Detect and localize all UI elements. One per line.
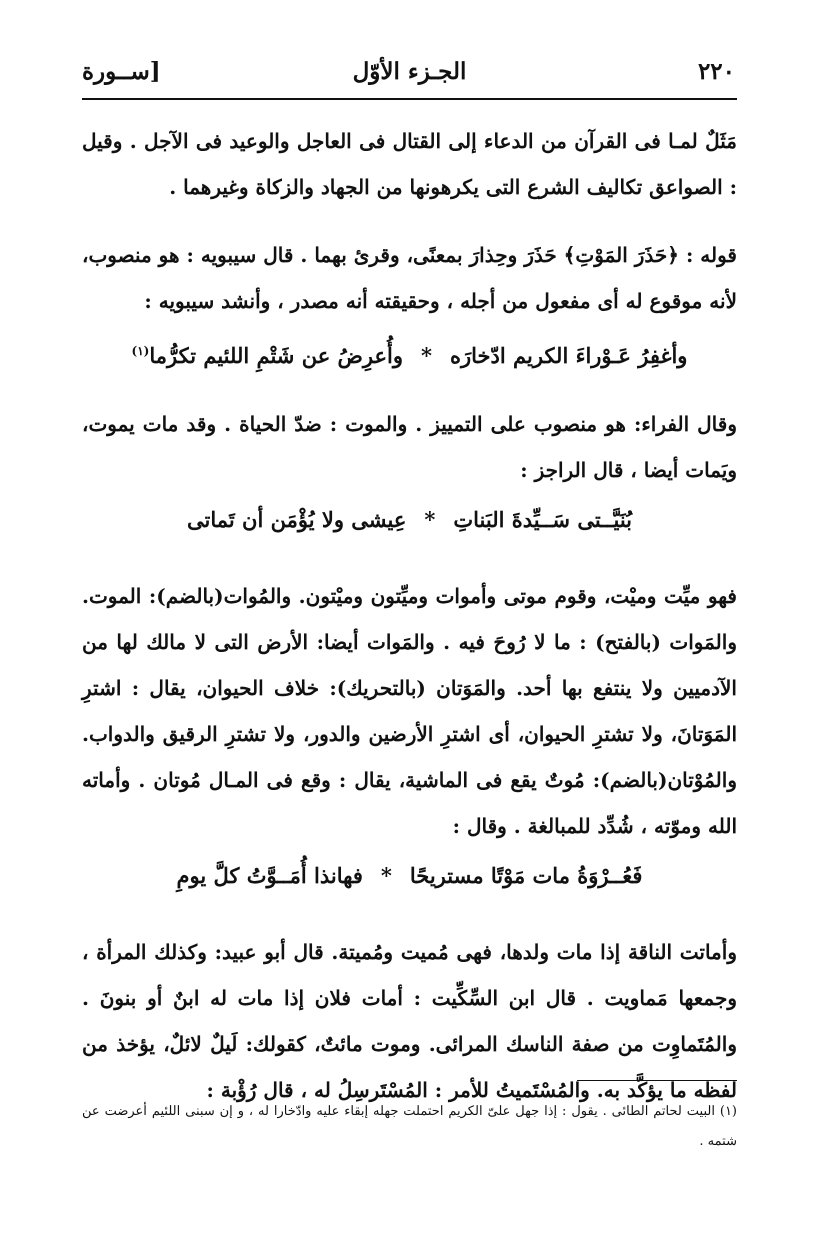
verse-separator-star: *: [424, 507, 436, 532]
verse-3-second-hemistich: فهانذا أُمَــوَّتُ كلَّ يومِ: [176, 863, 363, 888]
verse-2-second-hemistich: عِيشى ولا يُؤْمَن أن تَماتى: [187, 507, 407, 532]
verse-2-first-hemistich: بُنَيَّــتى سَــيِّدةَ البَناتِ: [453, 507, 632, 532]
footnote-1: (١) البيت لحاتم الطائى . يقول : إذا جهل علىّ الكريم احتملت جهله إبقاء عليه وادّخارا له ، و إن سبنى اللئيم أعرضت عن شتمه .: [82, 1104, 737, 1149]
paragraph-5: وأماتت الناقة إذا مات ولدها، فهى مُميت ومُميتة. قال أبو عبيد: وكذلك المرأة ، وجمعها مَماويت . قال ابن السِّكِّيت : أمات فلان إذا مات له ابنٌ أو بنونَ . والمُتَماوِت من صفة الناسك المرائى. وموت مائتٌ، كقولك: لَيلٌ لائلٌ، يؤخذ من لفظه ما يؤكَّد به. والمُسْتَميتُ للأمر : المُسْتَرسِلُ له ، قال رُؤْبة :: [82, 940, 737, 1102]
footnote-ref-1: (١): [131, 344, 150, 358]
verse-2: [82, 497, 737, 543]
verse-3: [82, 853, 737, 899]
running-title: الجـزء الأوّل: [352, 58, 467, 85]
verse-3-first-hemistich: فَعُــرْوَةُ مات مَوْتًا مستريحًا: [409, 863, 643, 888]
footnote-divider: [82, 1080, 737, 1081]
paragraph-4: فهو ميِّت وميْت، وقوم موتى وأموات وميِّتون وميْتون. والمُوات(بالضم): الموت. والمَوات (بالفتح) : ما لا رُوحَ فيه . والمَوات أيضا: الأرض التى لا مالك لها من الآدميين ولا ينتفع بها أحد. والمَوَتان (بالتحريك): خلاف الحيوان، يقال : اشترِ المَوَتانَ، ولا تشترِ الحيوان، أى اشترِ الأرضين والدور، ولا تشترِ الرقيق والدواب. والمُوْتان(بالضم): مُوتٌ يقع فى الماشية، يقال : وقع فى المـال مُوتان . وأماته الله وموّته ، شُدِّد للمبالغة . وقال :: [82, 584, 737, 838]
page-header: [82, 52, 737, 100]
paragraph-3: وقال الفراء: هو منصوب على التمييز . والموت : ضدّ الحياة . وقد مات يموت، ويَمات أيضا ، قال الراجز :: [82, 412, 737, 482]
verse-separator-star: *: [380, 863, 392, 888]
verse-1-first-hemistich: وأغفِرُ عَـوْراءَ الكريم ادّخارَه: [450, 343, 688, 368]
verse-1: [82, 328, 737, 379]
page-body: [82, 118, 737, 1113]
verse-1-second-hemistich: وأُعرِضُ عن شَتْمِ اللئيم تكرُّما: [149, 343, 404, 368]
paragraph-2: قوله : ﴿حَذَرَ المَوْتِ﴾ حَذَرَ وحِذارَ بمعنًى، وقرئ بهما . قال سيبويه : هو منصوب، لأنه موقوع له أى مفعول من أجله ، وحقيقته أنه مصدر ، وأنشد سيبويه :: [81, 243, 737, 313]
surah-label: [ســورة: [82, 58, 161, 85]
page-number: ٢٢٠: [697, 58, 735, 85]
verse-separator-star: *: [421, 343, 433, 368]
paragraph-1: مَثَلٌ لمـا فى القرآن من الدعاء إلى القتال فى العاجل والوعيد فى الآجل . وقيل : الصواعق تكاليف الشرع التى يكرهونها من الجهاد والزكاة وغيرهما .: [82, 129, 737, 199]
